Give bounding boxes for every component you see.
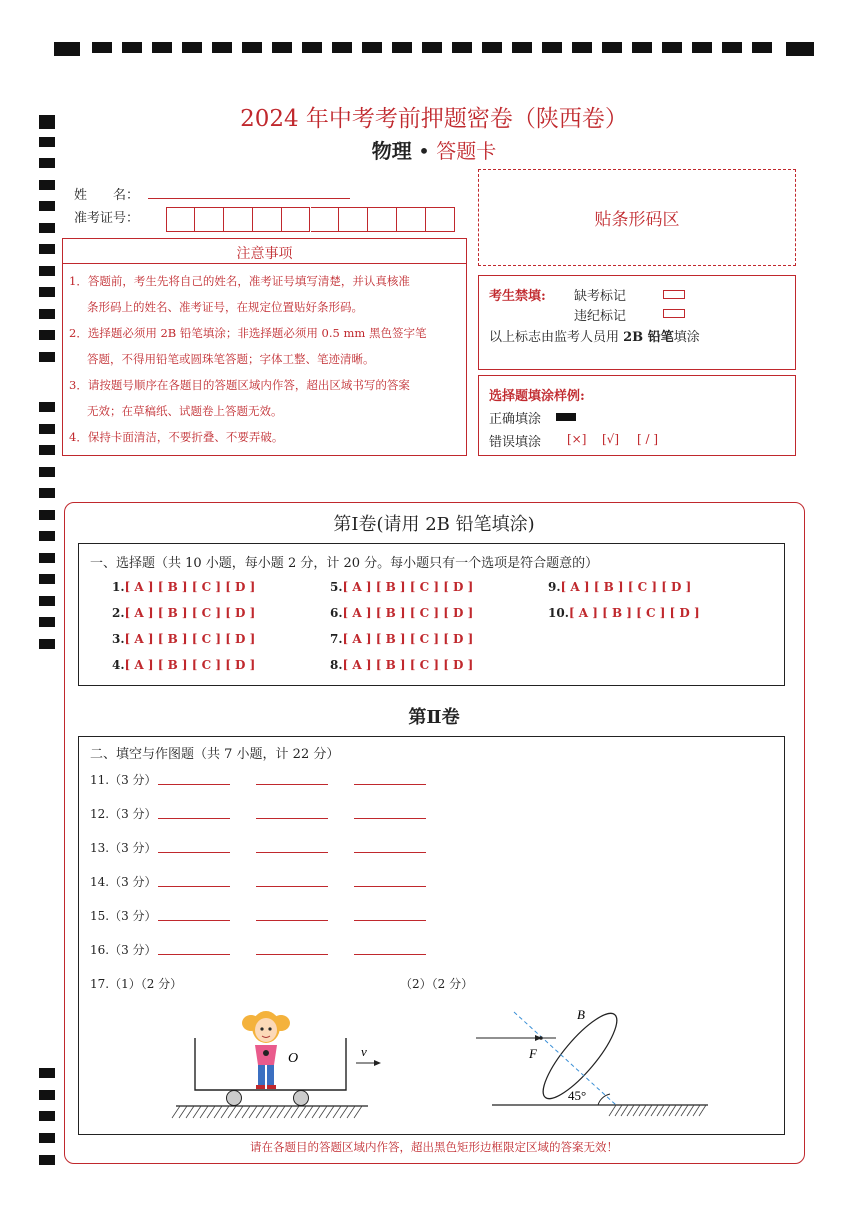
choice-q9-number: 9. <box>548 580 561 594</box>
fill-q15-label: 15.（3 分） <box>90 909 157 923</box>
point-b-label: B <box>577 1007 585 1022</box>
notice-item-2: 2．选择题必须用 2B 铅笔填涂；非选择题必须用 0.5 mm 黑色签字笔 <box>69 326 427 340</box>
choice-q7-options[interactable]: [ A ] [ B ] [ C ] [ D ] <box>342 632 474 646</box>
choice-q2[interactable] <box>112 606 255 620</box>
notice-item-4: 4．保持卡面清洁，不要折叠、不要弄破。 <box>69 430 284 444</box>
id-digit-box[interactable] <box>397 207 426 232</box>
choice-q10-number: 10. <box>548 606 569 620</box>
forbidden-note-pre: 以上标志由监考人员用 <box>489 330 624 345</box>
choice-q9[interactable] <box>548 580 691 594</box>
choice-q1[interactable] <box>112 580 255 594</box>
forbidden-label: 考生禁填: <box>489 289 546 304</box>
girl-icon <box>242 1011 290 1089</box>
correct-fill-mark <box>556 413 576 421</box>
choice-q2-options[interactable]: [ A ] [ B ] [ C ] [ D ] <box>124 606 256 620</box>
answer-blank[interactable] <box>354 920 426 921</box>
card-name: 答题卡 <box>436 139 497 163</box>
forbidden-note <box>489 326 700 345</box>
timing-mark <box>39 467 55 477</box>
answer-blank[interactable] <box>256 784 328 785</box>
fill-q11-label: 11.（3 分） <box>90 773 157 787</box>
fill-q13-label: 13.（3 分） <box>90 841 157 855</box>
answer-blank[interactable] <box>256 920 328 921</box>
q17-part2-label: （2）（2 分） <box>400 977 474 991</box>
id-digit-box[interactable] <box>339 207 368 232</box>
absent-mark-box[interactable] <box>663 290 685 299</box>
notice-item-2b: 答题，不得用铅笔或圆珠笔答题；字体工整、笔迹清晰。 <box>87 352 375 366</box>
choice-q6-options[interactable]: [ A ] [ B ] [ C ] [ D ] <box>342 606 474 620</box>
id-digit-box[interactable] <box>253 207 282 232</box>
timing-mark <box>39 244 55 254</box>
correct-fill-label: 正确填涂 <box>489 412 542 427</box>
choice-q9-options[interactable]: [ A ] [ B ] [ C ] [ D ] <box>560 580 692 594</box>
choice-q3[interactable] <box>112 632 255 646</box>
choice-q8-options[interactable]: [ A ] [ B ] [ C ] [ D ] <box>342 658 474 672</box>
choice-q10[interactable] <box>548 606 700 620</box>
notice-item-1b: 条形码上的姓名、准考证号，在规定位置贴好条形码。 <box>87 300 363 314</box>
timing-mark <box>39 1111 55 1121</box>
choice-q5[interactable] <box>330 580 473 594</box>
footer-warning: 请在各题目的答题区域内作答，超出黑色矩形边框限定区域的答案无效！ <box>250 1140 618 1154</box>
part2-title: 第Ⅱ卷 <box>408 707 460 728</box>
timing-mark <box>39 223 55 233</box>
id-digit-box[interactable] <box>311 207 340 232</box>
notice-item-1: 1．答题前，考生先将自己的姓名，准考证号填写清楚，并认真核准 <box>69 274 410 288</box>
hatched-ground-2 <box>492 1105 708 1116</box>
angle-label: 45° <box>568 1088 587 1103</box>
id-digit-box[interactable] <box>426 207 455 232</box>
id-digit-box[interactable] <box>224 207 253 232</box>
timing-mark <box>39 309 55 319</box>
hatched-ground-1 <box>172 1106 368 1118</box>
notice-box <box>62 238 467 456</box>
forbidden-box <box>478 275 796 370</box>
barcode-area <box>478 169 796 266</box>
choice-q3-options[interactable]: [ A ] [ B ] [ C ] [ D ] <box>124 632 256 646</box>
fill-q12-label: 12.（3 分） <box>90 807 157 821</box>
figure-cart-girl[interactable] <box>170 1005 385 1125</box>
timing-mark <box>39 596 55 606</box>
q17-part1-label: 17.（1）（2 分） <box>90 977 183 991</box>
answer-blank[interactable] <box>256 852 328 853</box>
answer-blank[interactable] <box>158 852 230 853</box>
notice-title: 注意事项 <box>236 246 293 262</box>
id-boxes <box>166 207 455 232</box>
velocity-label: v <box>361 1044 367 1059</box>
timing-mark <box>39 287 55 297</box>
sample-title: 选择题填涂样例: <box>489 389 585 404</box>
id-digit-box[interactable] <box>166 207 195 232</box>
answer-blank[interactable] <box>354 954 426 955</box>
timing-mark <box>39 574 55 584</box>
choice-q5-options[interactable]: [ A ] [ B ] [ C ] [ D ] <box>342 580 474 594</box>
part1-title: 第Ⅰ卷(请用 2B 铅笔填涂) <box>333 514 535 535</box>
choice-q4[interactable] <box>112 658 255 672</box>
answer-blank[interactable] <box>158 886 230 887</box>
wrong-mark-3: [ / ] <box>637 432 659 446</box>
answer-blank[interactable] <box>354 886 426 887</box>
answer-blank[interactable] <box>256 886 328 887</box>
answer-blank[interactable] <box>256 954 328 955</box>
wrong-mark-1: [×] <box>567 432 587 446</box>
id-digit-box[interactable] <box>368 207 397 232</box>
timing-mark <box>39 330 55 340</box>
answer-blank[interactable] <box>158 954 230 955</box>
answer-blank[interactable] <box>158 784 230 785</box>
timing-mark <box>39 352 55 362</box>
timing-mark <box>39 201 55 211</box>
point-f-label: F <box>529 1046 537 1061</box>
timing-mark <box>39 639 55 649</box>
answer-blank[interactable] <box>158 818 230 819</box>
name-field[interactable] <box>148 198 350 199</box>
wrong-fill-label: 错误填涂 <box>489 435 542 450</box>
choice-q8[interactable] <box>330 658 473 672</box>
timing-mark <box>39 402 55 412</box>
sample-box <box>478 375 796 456</box>
forbidden-note-post: 填涂 <box>673 330 700 345</box>
id-digit-box[interactable] <box>195 207 224 232</box>
choice-section-title: 一、选择题（共 10 小题，每小题 2 分，计 20 分。每小题只有一个选项是符合题意的） <box>90 556 599 571</box>
timing-mark <box>39 1090 55 1100</box>
timing-mark <box>39 617 55 627</box>
id-label: 准考证号： <box>74 211 140 226</box>
timing-mark <box>39 488 55 498</box>
choice-q8-number: 8. <box>330 658 343 672</box>
answer-blank[interactable] <box>256 818 328 819</box>
timing-mark <box>39 553 55 563</box>
barcode-label: 贴条形码区 <box>594 210 680 230</box>
choice-q4-options[interactable]: [ A ] [ B ] [ C ] [ D ] <box>124 658 256 672</box>
choice-q2-number: 2. <box>112 606 125 620</box>
figure-optics[interactable] <box>470 1000 715 1122</box>
subject-name: 物理 <box>371 139 412 163</box>
fill-section-title: 二、填空与作图题（共 7 小题，计 22 分） <box>90 747 340 762</box>
choice-q5-number: 5. <box>330 580 343 594</box>
timing-mark <box>39 1068 55 1078</box>
velocity-arrow-icon <box>356 1060 381 1066</box>
forbidden-note-bold: 2B 铅笔 <box>623 330 674 345</box>
absent-mark-label: 缺考标记 <box>574 289 627 304</box>
choice-q1-options[interactable]: [ A ] [ B ] [ C ] [ D ] <box>124 580 256 594</box>
timing-mark <box>39 1155 55 1165</box>
choice-q10-options[interactable]: [ A ] [ B ] [ C ] [ D ] <box>568 606 700 620</box>
fill-q16-label: 16.（3 分） <box>90 943 157 957</box>
point-o-label: O <box>288 1051 299 1066</box>
page-title: 2024 年中考考前押题密卷（陕西卷） <box>240 106 628 132</box>
choice-q3-number: 3. <box>112 632 125 646</box>
name-label: 姓 名： <box>74 188 140 203</box>
timing-mark <box>39 266 55 276</box>
fill-q14-label: 14.（3 分） <box>90 875 157 889</box>
choice-q6[interactable] <box>330 606 473 620</box>
answer-blank[interactable] <box>354 852 426 853</box>
violation-mark-box[interactable] <box>663 309 685 318</box>
violation-mark-label: 违纪标记 <box>574 309 627 324</box>
timing-mark <box>39 424 55 434</box>
answer-blank[interactable] <box>158 920 230 921</box>
id-digit-box[interactable] <box>282 207 311 232</box>
notice-item-3: 3．请按题号顺序在各题目的答题区域内作答，超出区域书写的答案 <box>69 378 410 392</box>
choice-q6-number: 6. <box>330 606 343 620</box>
choice-q4-number: 4. <box>112 658 125 672</box>
subtitle <box>0 135 868 164</box>
choice-q7-number: 7. <box>330 632 343 646</box>
subtitle-dot: • <box>418 139 430 163</box>
timing-mark <box>39 445 55 455</box>
notice-item-3b: 无效；在草稿纸、试题卷上答题无效。 <box>87 404 283 418</box>
choice-q7[interactable] <box>330 632 473 646</box>
choice-q1-number: 1. <box>112 580 125 594</box>
answer-blank[interactable] <box>354 784 426 785</box>
wrong-mark-2: [√] <box>602 432 620 446</box>
timing-mark <box>39 180 55 190</box>
answer-blank[interactable] <box>354 818 426 819</box>
